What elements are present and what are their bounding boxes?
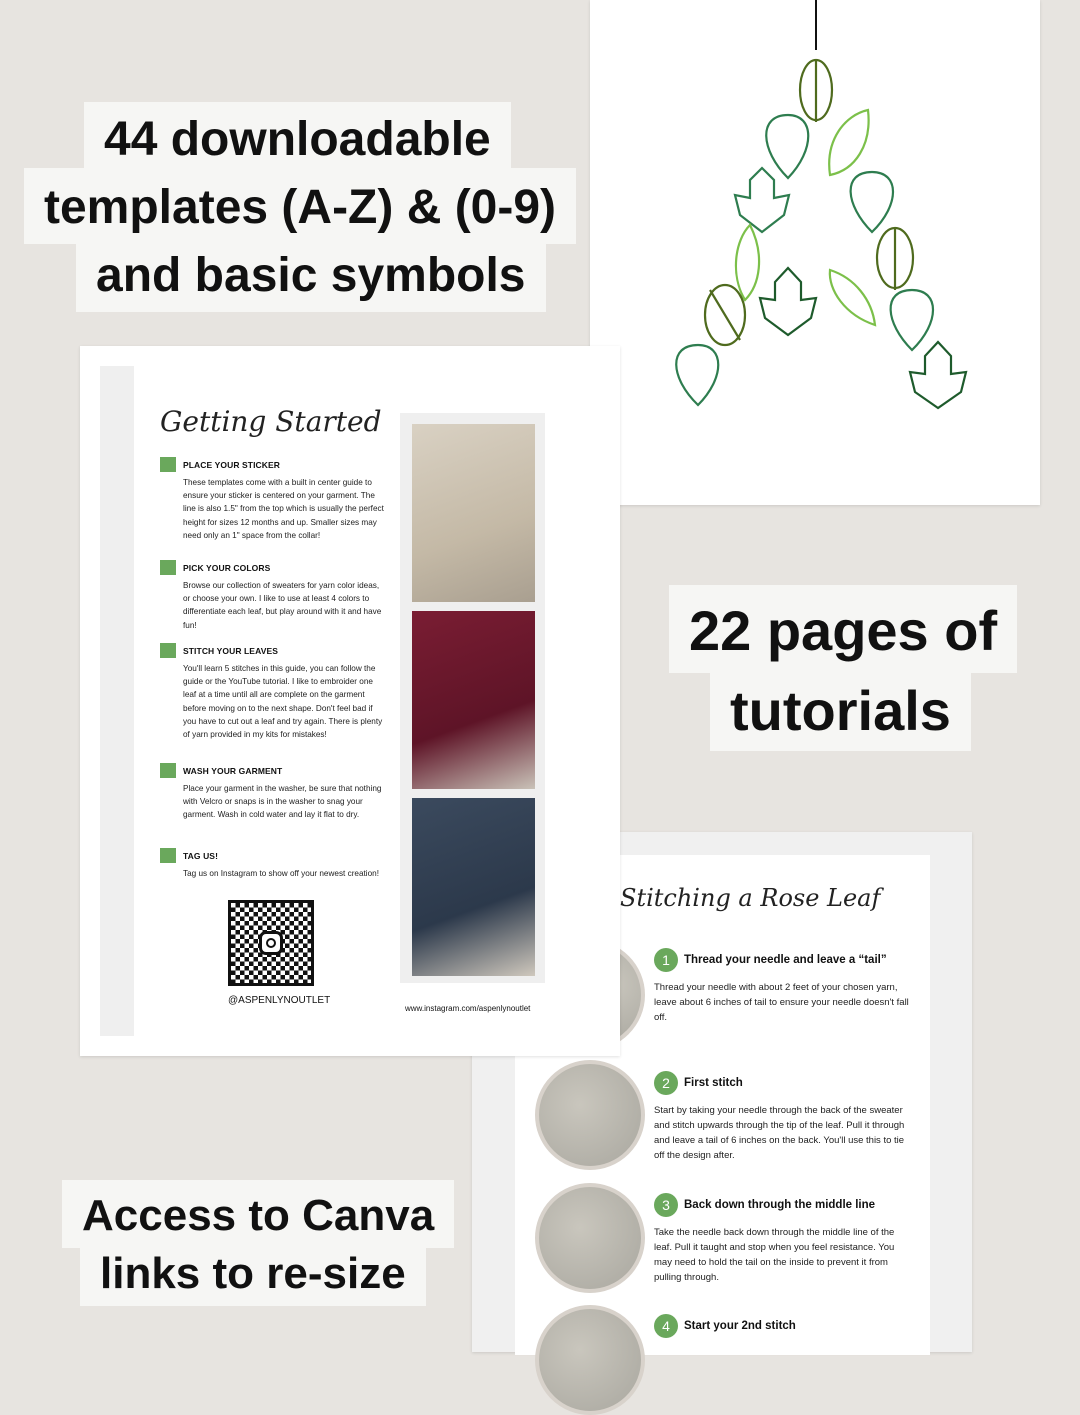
green-bullet-square [160,560,176,575]
instagram-qr-code [228,900,314,986]
tutorial-step-4 [654,1314,914,1338]
heart-leaf-icon [766,115,808,178]
fern-leaf-icon [800,60,832,122]
section-wash-garment [160,763,385,822]
getting-started-title: Getting Started [160,405,382,438]
instagram-handle: @ASPENLYNOUTLET [228,995,331,1006]
tutorial-step-3 [654,1193,914,1285]
section-pick-colors [160,560,385,632]
letter-a-template-page [590,0,1040,505]
heart-leaf-icon [891,290,933,350]
step-title: Thread your needle and leave a “tail” [684,954,887,966]
section-heading: PICK YOUR COLORS [183,563,271,573]
section-stitch-leaves [160,643,385,741]
oval-leaf-icon [830,270,875,325]
step-body: Thread your needle with about 2 feet of your chosen yarn, leave about 6 inches of tail to ensure your needle doesn't fall off. [654,982,909,1023]
green-bullet-square [160,643,176,658]
step-photo-4 [535,1305,645,1415]
green-bullet-square [160,763,176,778]
section-heading: PLACE YOUR STICKER [183,460,281,470]
section-place-sticker [160,457,385,542]
maple-leaf-icon [735,168,789,232]
canva-label-line-1: Access to Canva [62,1180,454,1248]
step-body: Take the needle back down through the middle line of the leaf. Pull it taught and stop when you feel resistance. You may need to hold the tail on the inside to prevent it from pulling through. [654,1227,895,1283]
step-number-badge: 4 [654,1314,678,1338]
tutorial-step-2 [654,1071,914,1163]
section-body: Browse our collection of sweaters for yarn color ideas, or choose your own. I like to use at least 4 colors to differentiate each leaf, but play around with it and have fun! [183,581,382,630]
left-margin-band [100,366,134,1036]
tutorial-step-1 [654,948,914,1025]
maple-leaf-icon [760,268,816,335]
step-body: Start by taking your needle through the back of the sweater and stitch upwards through the tip of the leaf. Pull it through and leave a tail of 6 inches on the back. You'll use this to tie off the design after. [654,1105,905,1161]
canva-label-line-2: links to re-size [80,1246,426,1306]
tutorials-label-line-2: tutorials [710,671,971,751]
step-number-badge: 3 [654,1193,678,1217]
maple-leaf-icon [910,342,966,408]
templates-label-line-3: and basic symbols [76,242,546,312]
heart-leaf-icon [676,345,718,405]
step-photo-2 [535,1060,645,1170]
oval-leaf-icon [829,110,868,175]
templates-label-line-2: templates (A-Z) & (0-9) [24,168,576,244]
step-title: Start your 2nd stitch [684,1320,796,1332]
heart-leaf-icon [851,172,893,232]
step-photo-3 [535,1183,645,1293]
oval-leaf-icon [736,225,759,300]
photo-navy-sweater [412,798,535,976]
section-tag-us [160,848,385,880]
photo-burgundy-sweater [412,611,535,789]
step-title: First stitch [684,1077,743,1089]
photo-beige-sweater [412,424,535,602]
fern-leaf-icon [877,228,913,290]
step-number-badge: 2 [654,1071,678,1095]
section-body: You'll learn 5 stitches in this guide, you can follow the guide or the YouTube tutorial. I like to embroider one leaf at a time until all are complete on the garment before moving on to the next shape. Don't feel bad if you have to cut out a leaf and try again. There is plenty of yarn provided in my kits for mistakes! [183,664,383,740]
instagram-icon [259,931,283,955]
section-body: Tag us on Instagram to show off your newest creation! [183,869,379,878]
fern-leaf-icon [705,285,745,345]
leaf-letter-a-illustration [590,0,1040,505]
step-number-badge: 1 [654,948,678,972]
section-body: These templates come with a built in center guide to ensure your sticker is centered on your garment. The line is also 1.5" from the top which is usually the perfect height for sizes 12 months and up. Smaller sizes may need only an 1" space from the collar! [183,478,384,540]
section-heading: TAG US! [183,851,219,861]
section-heading: STITCH YOUR LEAVES [183,646,278,656]
section-body: Place your garment in the washer, be sure that nothing with Velcro or snaps is in the washer to snag your garment. Wash in cold water and lay it flat to dry. [183,784,382,820]
templates-label-line-1: 44 downloadable [84,102,511,170]
instagram-url[interactable]: www.instagram.com/aspenlynoutlet [405,1004,531,1013]
tutorials-label-line-1: 22 pages of [669,585,1017,673]
section-heading: WASH YOUR GARMENT [183,766,283,776]
tutorial-title: Stitching a Rose Leaf [620,884,881,912]
step-title: Back down through the middle line [684,1199,876,1211]
green-bullet-square [160,848,176,863]
green-bullet-square [160,457,176,472]
